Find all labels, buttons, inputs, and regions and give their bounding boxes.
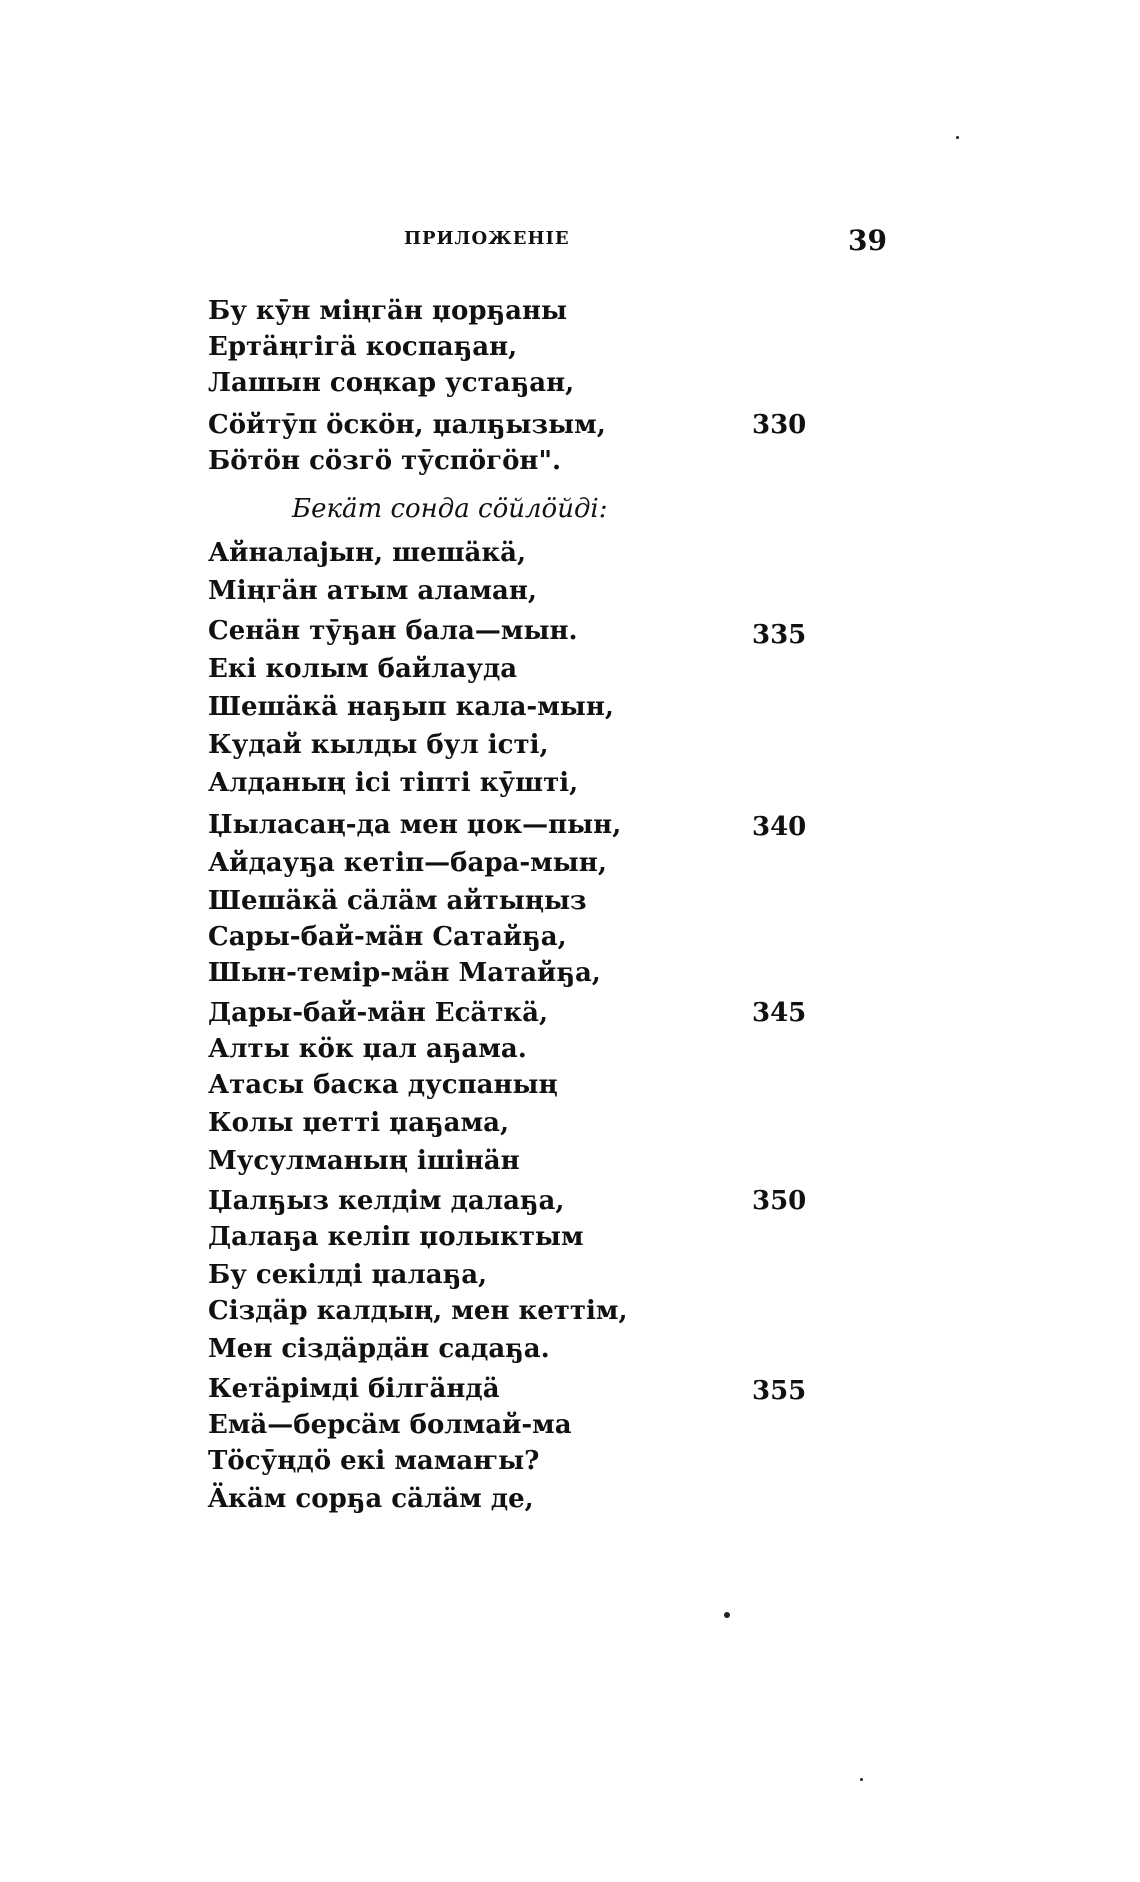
verse-line: Џалҕыз келдiм далаҕа,: [208, 1186, 565, 1216]
verse-line: Айналајын, шешäкä,: [208, 538, 527, 568]
line-number: 345: [752, 998, 807, 1028]
verse-line: Тöсӯңдö екi мамаҥы?: [208, 1446, 540, 1476]
scan-speck: [724, 1612, 730, 1618]
verse-line: Дары-бай-мäн Есäткä,: [208, 998, 549, 1028]
page-number: 39: [848, 224, 887, 257]
verse-line: Шешäкä сäлäм айтыңыз: [208, 886, 587, 916]
speech-intro: Бекäт сонда сöйлöйдi:: [292, 494, 608, 524]
running-header: ПРИЛОЖЕНIЕ: [404, 228, 570, 249]
verse-line: Шын-темiр-мäн Матайҕа,: [208, 958, 601, 988]
verse-line: Сiздäр калдың, мен кеттiм,: [208, 1296, 628, 1326]
verse-line: Мусулманың iшiнäн: [208, 1146, 520, 1176]
verse-line: Алты кöк џал аҕама.: [208, 1034, 527, 1064]
scan-speck: [956, 136, 959, 139]
verse-line: Кетäрiмдi бiлгäндä: [208, 1374, 500, 1404]
verse-line: Алданың iсi тiптi кӯштi,: [208, 768, 579, 798]
verse-line: Кудай кылды бул iстi,: [208, 730, 549, 760]
verse-line: Бöтöн сöзгö тӯспöгöн".: [208, 446, 562, 476]
verse-line: Сöйтӯп öскöн, џалҕызым,: [208, 410, 606, 440]
verse-line: Бу секiлдi џалаҕа,: [208, 1260, 488, 1290]
verse-line: Џыласаң-да мен џок—пын,: [208, 810, 622, 840]
line-number: 355: [752, 1376, 807, 1406]
line-number: 330: [752, 410, 807, 440]
verse-line: Шешäкä наҕып кала-мын,: [208, 692, 614, 722]
verse-line: Бу кӯн мiңгäн џорҕаны: [208, 296, 568, 326]
line-number: 350: [752, 1186, 807, 1216]
verse-line: Атасы баска дуспаның: [208, 1070, 558, 1100]
verse-line: Ертäңгiгä коспаҕан,: [208, 332, 518, 362]
verse-line: Äкäм сорҕа сäлäм де,: [208, 1484, 534, 1514]
line-number: 335: [752, 620, 807, 650]
verse-line: Далаҕа келiп џолыктым: [208, 1222, 584, 1252]
verse-line: Мен сiздäрдäн садаҕа.: [208, 1334, 550, 1364]
scan-speck: [860, 1778, 863, 1781]
verse-line: Емä—берсäм болмай-ма: [208, 1410, 572, 1440]
line-number: 340: [752, 812, 807, 842]
verse-line: Мiңгäн атым аламан,: [208, 576, 537, 606]
verse-line: Сенäн тӯҕан бала—мын.: [208, 616, 578, 646]
verse-line: Екi колым байлауда: [208, 654, 518, 684]
verse-line: Колы џеттi џаҕама,: [208, 1108, 509, 1138]
verse-line: Лашын соңкар устаҕан,: [208, 368, 575, 398]
verse-line: Сары-бай-мäн Сатайҕа,: [208, 922, 567, 952]
verse-line: Айдауҕа кетiп—бара-мын,: [208, 848, 607, 878]
